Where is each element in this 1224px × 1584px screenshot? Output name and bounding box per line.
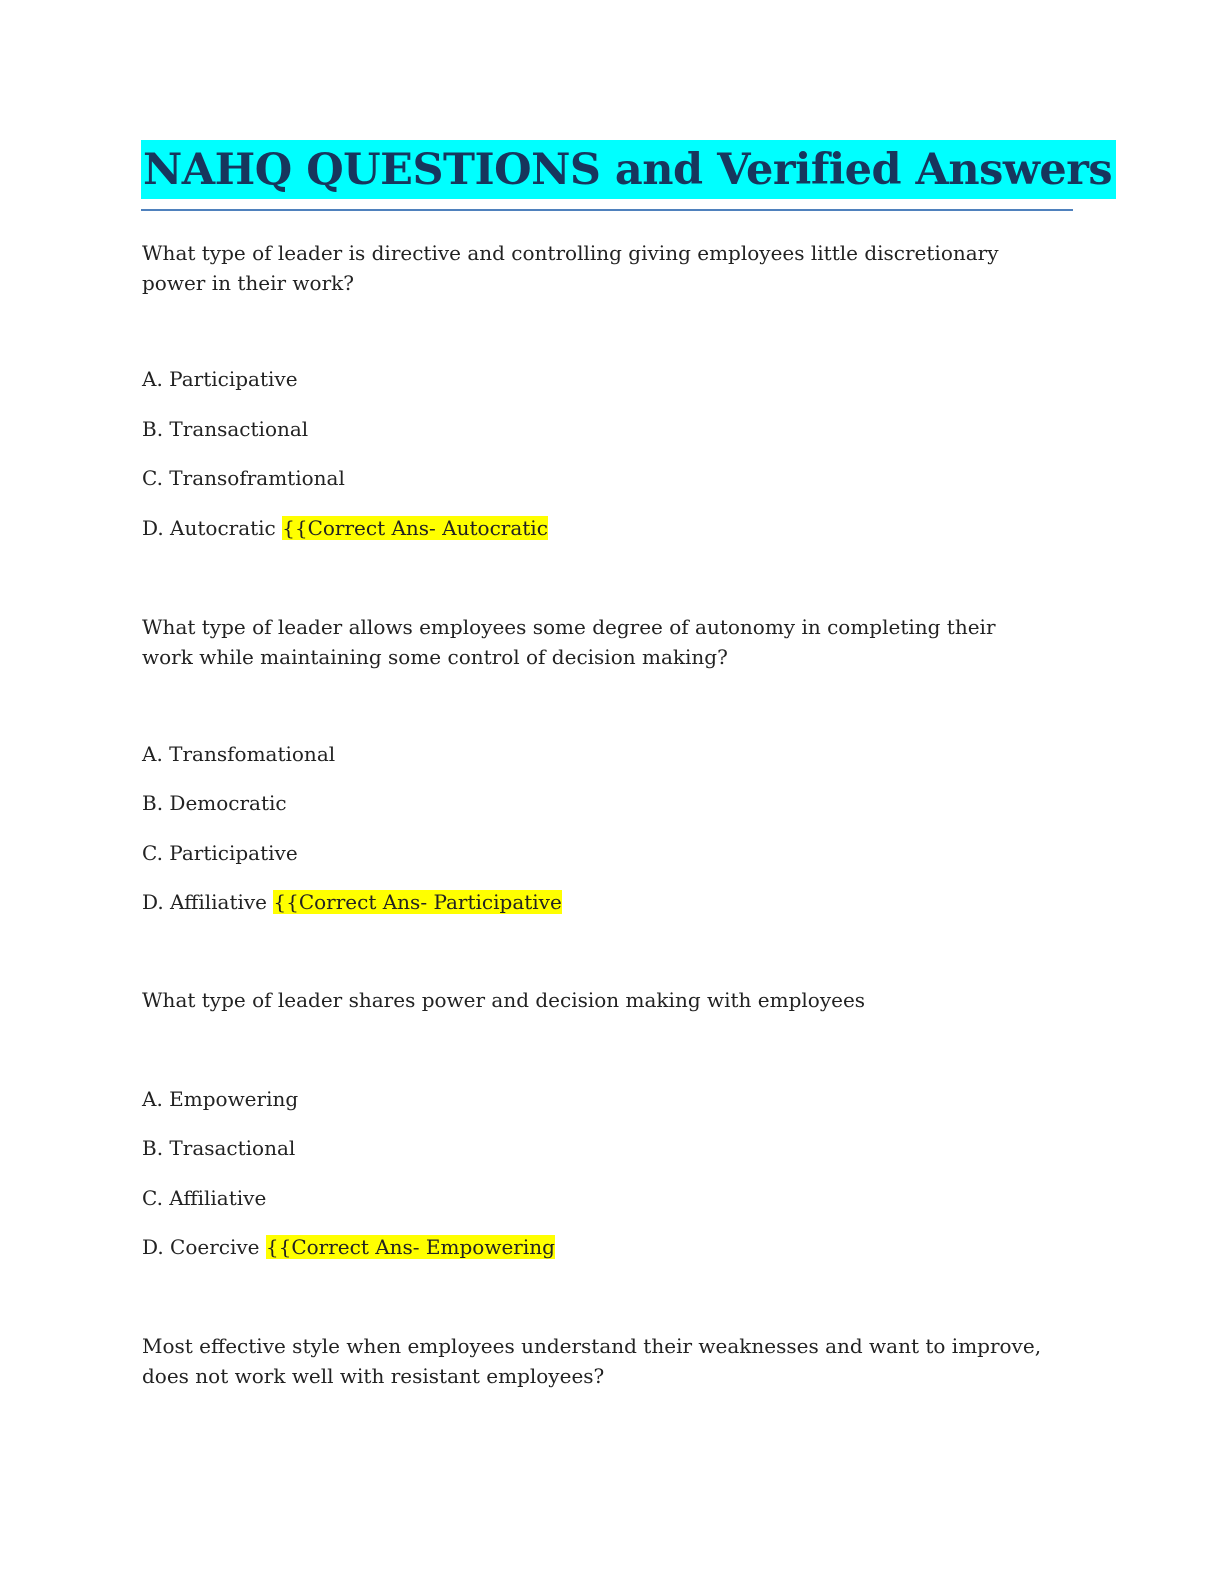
correct-answer-3: {{Correct Ans- Empowering — [265, 1235, 555, 1259]
question-3-option-d — [142, 1232, 555, 1262]
question-2-option-b: B. Democratic — [142, 791, 287, 815]
question-3-text: What type of leader shares power and decision making with employees — [142, 988, 866, 1012]
correct-answer-2: {{Correct Ans- Participative — [273, 890, 562, 914]
title-block — [141, 140, 1113, 211]
option-d-label: D. Autocratic — [142, 516, 276, 540]
question-1-option-a: A. Participative — [142, 367, 298, 391]
question-1-text: What type of leader is directive and controlling giving employees little discretionary power in their work? — [142, 241, 999, 295]
question-1-option-d — [142, 513, 548, 543]
question-3-option-b: B. Trasactional — [142, 1136, 296, 1160]
question-3-option-a: A. Empowering — [142, 1087, 299, 1111]
question-2-option-c: C. Participative — [142, 841, 298, 865]
option-d-label: D. Affiliative — [142, 890, 268, 914]
question-2-text: What type of leader allows employees some degree of autonomy in completing their work while maintaining some control of decision making? — [142, 615, 996, 669]
correct-answer-1: {{Correct Ans- Autocratic — [282, 516, 548, 540]
option-d-label: D. Coercive — [142, 1235, 260, 1259]
question-1-option-c: C. Transoframtional — [142, 466, 345, 490]
question-3-option-c: C. Affiliative — [142, 1186, 267, 1210]
question-1-option-b: B. Transactional — [142, 417, 309, 441]
question-4-text: Most effective style when employees understand their weaknesses and want to improve, does not work well with resistant employees? — [142, 1334, 1042, 1388]
page-title: NAHQ QUESTIONS and Verified Answers — [141, 140, 1116, 199]
question-2-option-a: A. Transfomational — [142, 742, 336, 766]
question-2-option-d — [142, 887, 562, 917]
